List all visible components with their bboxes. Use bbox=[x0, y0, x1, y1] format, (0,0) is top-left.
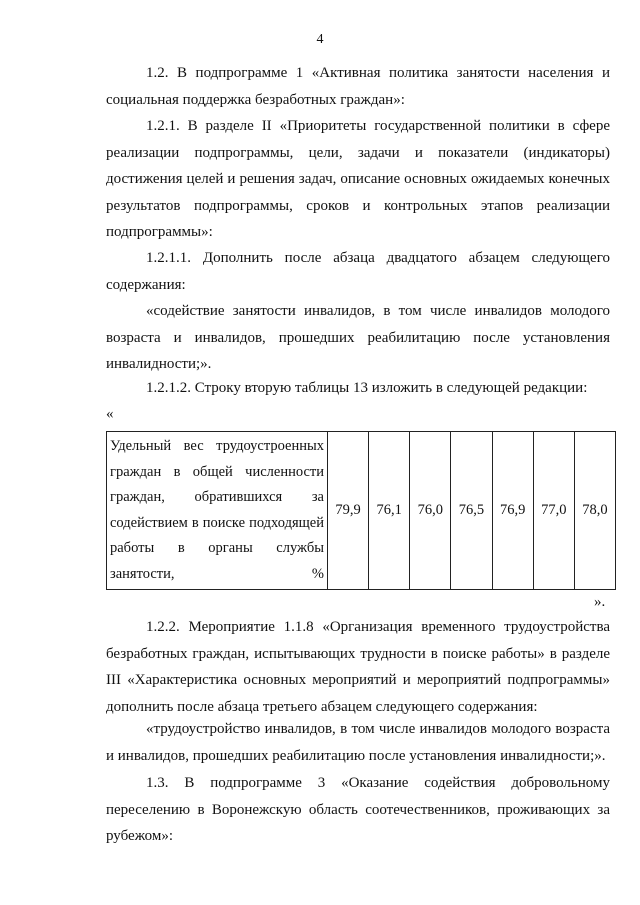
paragraph-1-3: 1.3. В подпрограмме 3 «Оказание содействия добровольному переселению в Воронежскую область соотечественников, проживающих за рубежом»: bbox=[106, 775, 610, 844]
paragraph-1-2-1-1: 1.2.1.1. Дополнить после абзаца двадцатого абзацем следующего содержания: bbox=[106, 250, 610, 293]
inserted-text-paragraph: «содействие занятости инвалидов, в том числе инвалидов молодого возраста и инвалидов, прошедших реабилитацию после установления инвалидности;». bbox=[106, 303, 610, 372]
table-row bbox=[107, 432, 616, 590]
paragraph-1-2: 1.2. В подпрограмме 1 «Активная политика занятости населения и социальная поддержка безработных граждан»: bbox=[106, 65, 610, 108]
table-close-quote: ». bbox=[594, 594, 606, 610]
value-cell-5: 76,9 bbox=[492, 432, 533, 590]
value-cell-6: 77,0 bbox=[533, 432, 574, 590]
value-cell-4: 76,5 bbox=[451, 432, 492, 590]
value-cell-2: 76,1 bbox=[369, 432, 410, 590]
indicator-table-row bbox=[106, 431, 616, 590]
value-cell-7: 78,0 bbox=[574, 432, 615, 590]
paragraph-1-2-1: 1.2.1. В разделе II «Приоритеты государственной политики в сфере реализации подпрограммы, цели, задачи и показатели (индикаторы) достижения целей и решения задач, описание основных ожидаемых конечных результатов подпрограммы, сроков и контрольных этапов реализации подпрограммы»: bbox=[106, 118, 610, 240]
value-cell-3: 76,0 bbox=[410, 432, 451, 590]
inserted-text-paragraph-2: «трудоустройство инвалидов, в том числе инвалидов молодого возраста и инвалидов, прошедших реабилитацию после установления инвалидности;». bbox=[106, 721, 610, 764]
value-cell-1: 79,9 bbox=[328, 432, 369, 590]
table-open-quote: « bbox=[106, 406, 114, 422]
indicator-label-cell: Удельный вес трудоустроенных граждан в общей численности граждан, обратившихся за содействием в поиске подходящей работы в органы службы занятости, % bbox=[107, 432, 328, 590]
paragraph-1-2-1-2: 1.2.1.2. Строку вторую таблицы 13 изложить в следующей редакции: bbox=[146, 380, 588, 396]
paragraph-1-2-2: 1.2.2. Мероприятие 1.1.8 «Организация временного трудоустройства безработных граждан, испытывающих трудности в поиске работы» в разделе III «Характеристика основных мероприятий и мероприятий подпрограммы» дополнить после абзаца третьего абзацем следующего содержания: bbox=[106, 619, 610, 715]
page-number: 4 bbox=[316, 32, 324, 47]
